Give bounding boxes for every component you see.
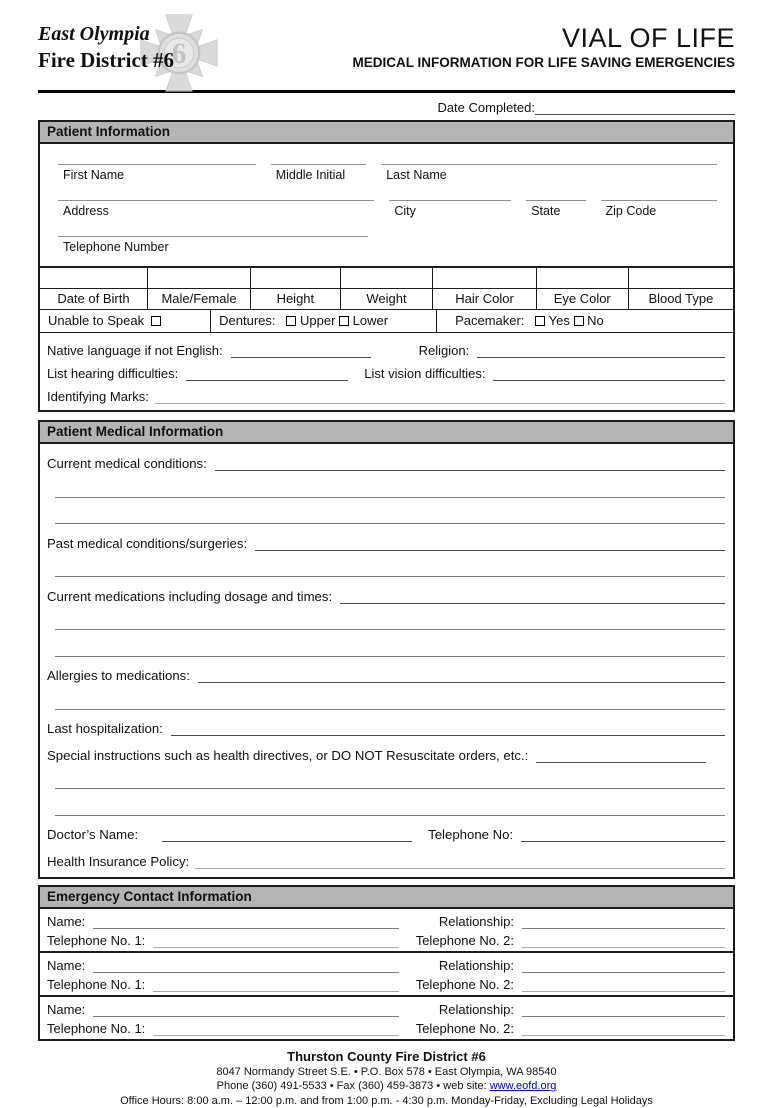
ruled-line xyxy=(55,645,725,657)
current-conditions-label: Current medical conditions: xyxy=(47,456,207,471)
address-field xyxy=(58,190,374,218)
religion-label: Religion: xyxy=(419,343,470,358)
contact-name-label: Name: xyxy=(47,914,85,929)
state-field xyxy=(526,190,585,218)
telephone-line xyxy=(58,226,368,237)
contact-name-line xyxy=(93,917,399,929)
special-instructions-line xyxy=(536,751,706,763)
current-conditions-row xyxy=(47,445,725,472)
emergency-contact-2 xyxy=(40,953,733,997)
contact-phone2-line xyxy=(522,980,725,992)
weight-value-cell xyxy=(340,267,433,288)
contact-phone1-label: Telephone No. 1: xyxy=(47,933,145,948)
hearing-difficulties-line xyxy=(186,369,348,381)
allergies-line xyxy=(198,671,725,683)
eye-color-value-cell xyxy=(536,267,628,288)
pacemaker-no-checkbox xyxy=(574,316,584,326)
contact-relationship-line xyxy=(522,1005,725,1017)
vision-difficulties-line xyxy=(493,369,725,381)
contact-phones-row xyxy=(47,973,725,992)
pacemaker-no-label: No xyxy=(587,313,604,328)
ruled-line-row xyxy=(47,630,725,657)
doctor-name-label: Doctor’s Name: xyxy=(47,827,138,842)
height-header: Height xyxy=(251,288,340,309)
insurance-line xyxy=(195,857,725,869)
footer-phone-line xyxy=(38,1079,735,1094)
first-name-line xyxy=(58,154,256,165)
ruled-line-row xyxy=(47,604,725,631)
contact-phone1-line xyxy=(153,936,399,948)
patient-extra-rows xyxy=(40,333,733,410)
contact-phones-row xyxy=(47,1017,725,1036)
dentures-cell xyxy=(211,310,437,332)
pacemaker-yes-checkbox xyxy=(535,316,545,326)
ruled-line xyxy=(55,698,725,710)
ruled-line xyxy=(55,486,725,498)
contact-name-line xyxy=(93,961,399,973)
zip-label: Zip Code xyxy=(601,201,717,218)
contact-name-label: Name: xyxy=(47,958,85,973)
website-link[interactable]: www.eofd.org xyxy=(490,1080,557,1092)
last-name-line xyxy=(381,154,717,165)
first-name-field xyxy=(58,154,256,182)
address-label: Address xyxy=(58,201,374,218)
contact-phone2-label: Telephone No. 2: xyxy=(416,933,514,948)
contact-relationship-label: Relationship: xyxy=(439,914,514,929)
address-line xyxy=(58,190,374,201)
contact-phone2-label: Telephone No. 2: xyxy=(416,977,514,992)
contact-phone1-label: Telephone No. 1: xyxy=(47,1021,145,1036)
medications-line xyxy=(340,592,725,604)
identifying-marks-row xyxy=(47,381,725,404)
middle-initial-field xyxy=(271,154,367,182)
ruled-line-row xyxy=(47,763,725,790)
ruled-line-row xyxy=(47,471,725,498)
form-footer xyxy=(38,1048,735,1108)
dentures-lower-checkbox xyxy=(339,316,349,326)
contact-phones-row xyxy=(47,929,725,948)
allergies-label: Allergies to medications: xyxy=(47,668,190,683)
ruled-line-row xyxy=(47,551,725,578)
contact-phone1-line xyxy=(153,1024,399,1036)
eye-color-header: Eye Color xyxy=(536,288,628,309)
native-language-label: Native language if not English: xyxy=(47,343,223,358)
zip-line xyxy=(601,190,717,201)
date-completed-row xyxy=(38,96,735,115)
ruled-line-row xyxy=(47,498,725,525)
special-instructions-label: Special instructions such as health directives, or DO NOT Resuscitate orders, etc.: xyxy=(47,748,528,763)
contact-phone1-label: Telephone No. 1: xyxy=(47,977,145,992)
state-label: State xyxy=(526,201,585,218)
doctor-name-line xyxy=(162,830,412,842)
date-completed-line xyxy=(535,103,735,115)
city-line xyxy=(389,190,511,201)
emergency-contact-1 xyxy=(40,909,733,953)
pacemaker-cell xyxy=(437,310,733,332)
hair-color-value-cell xyxy=(433,267,536,288)
medications-row xyxy=(47,577,725,604)
ruled-line-row xyxy=(47,789,725,816)
footer-phone-fax: Phone (360) 491-5533 • Fax (360) 459-3873 • web site: xyxy=(217,1080,490,1092)
medical-rows xyxy=(40,444,733,877)
hospitalization-label: Last hospitalization: xyxy=(47,721,163,736)
unable-to-speak-label: Unable to Speak xyxy=(48,313,144,328)
native-language-row xyxy=(47,335,725,358)
org-name-line1: East Olympia xyxy=(38,23,174,46)
org-identity xyxy=(38,16,174,73)
contact-phone2-line xyxy=(522,1024,725,1036)
contact-phone2-line xyxy=(522,936,725,948)
hospitalization-line xyxy=(171,724,725,736)
sex-value-cell xyxy=(147,267,250,288)
medications-label: Current medications including dosage and times: xyxy=(47,589,332,604)
footer-office-hours: Office Hours: 8:00 a.m. – 12:00 p.m. and from 1:00 p.m. - 4:30 p.m. Monday-Friday, Excluding Legal Holidays xyxy=(38,1094,735,1108)
contact-name-row xyxy=(47,998,725,1017)
phone-field-row xyxy=(58,226,717,254)
last-name-field xyxy=(381,154,717,182)
ruled-line xyxy=(55,565,725,577)
date-completed-label: Date Completed: xyxy=(437,100,535,115)
city-field xyxy=(389,190,511,218)
last-name-label: Last Name xyxy=(381,165,717,182)
patient-name-address-fields xyxy=(40,144,733,266)
sex-header: Male/Female xyxy=(147,288,250,309)
insurance-row xyxy=(47,842,725,869)
telephone-label: Telephone Number xyxy=(58,237,368,254)
identifying-marks-line xyxy=(155,392,725,404)
page-subtitle: MEDICAL INFORMATION FOR LIFE SAVING EMERGENCIES xyxy=(352,55,735,70)
past-conditions-line xyxy=(255,539,725,551)
contact-phone1-line xyxy=(153,980,399,992)
hospitalization-row xyxy=(47,710,725,737)
allergies-row xyxy=(47,657,725,684)
dentures-upper-label: Upper xyxy=(300,313,335,328)
form-title-block xyxy=(352,16,735,70)
identifying-marks-label: Identifying Marks: xyxy=(47,389,149,404)
section-emergency-contact-information xyxy=(38,885,735,1041)
contact-phone2-label: Telephone No. 2: xyxy=(416,1021,514,1036)
weight-header: Weight xyxy=(340,288,433,309)
vision-difficulties-label: List vision difficulties: xyxy=(364,366,485,381)
ruled-line xyxy=(55,618,725,630)
dentures-upper-checkbox xyxy=(286,316,296,326)
dob-value-cell xyxy=(40,267,147,288)
ruled-line xyxy=(55,804,725,816)
height-value-cell xyxy=(251,267,340,288)
ruled-line xyxy=(55,512,725,524)
ruled-line-row xyxy=(47,683,725,710)
middle-initial-line xyxy=(271,154,367,165)
past-conditions-row xyxy=(47,524,725,551)
past-conditions-label: Past medical conditions/surgeries: xyxy=(47,536,247,551)
hearing-vision-row xyxy=(47,358,725,381)
contact-relationship-label: Relationship: xyxy=(439,958,514,973)
city-label: City xyxy=(389,201,511,218)
unable-to-speak-checkbox xyxy=(151,316,161,326)
blood-type-header: Blood Type xyxy=(628,288,733,309)
zip-field xyxy=(601,190,717,218)
address-fields-row xyxy=(58,190,717,218)
hearing-difficulties-label: List hearing difficulties: xyxy=(47,366,178,381)
dentures-label: Dentures: xyxy=(219,313,275,328)
middle-initial-label: Middle Initial xyxy=(271,165,367,182)
contact-relationship-line xyxy=(522,961,725,973)
emergency-contact-3 xyxy=(40,997,733,1039)
telephone-field xyxy=(58,226,368,254)
contact-name-line xyxy=(93,1005,399,1017)
checkbox-row xyxy=(40,310,733,333)
footer-address: 8047 Normandy Street S.E. • P.O. Box 578 • East Olympia, WA 98540 xyxy=(38,1065,735,1080)
page-title: VIAL OF LIFE xyxy=(352,24,735,52)
form-header xyxy=(38,16,735,86)
first-name-label: First Name xyxy=(58,165,256,182)
insurance-label: Health Insurance Policy: xyxy=(47,854,189,869)
contact-relationship-label: Relationship: xyxy=(439,1002,514,1017)
vitals-table xyxy=(40,266,733,310)
doctor-row xyxy=(47,816,725,843)
svg-text:6: 6 xyxy=(172,38,187,70)
doctor-telephone-line xyxy=(521,830,725,842)
section-patient-information xyxy=(38,120,735,412)
dentures-lower-label: Lower xyxy=(353,313,388,328)
contact-name-row xyxy=(47,910,725,929)
pacemaker-label: Pacemaker: xyxy=(455,313,524,328)
current-conditions-line xyxy=(215,459,725,471)
vitals-label-row xyxy=(40,288,733,309)
doctor-telephone-label: Telephone No: xyxy=(428,827,513,842)
ruled-line xyxy=(55,777,725,789)
org-name-line2: Fire District #6 xyxy=(38,48,174,73)
emergency-contact-header: Emergency Contact Information xyxy=(40,887,733,909)
patient-information-header: Patient Information xyxy=(40,122,733,144)
dob-header: Date of Birth xyxy=(40,288,147,309)
native-language-line xyxy=(231,346,371,358)
section-patient-medical-information xyxy=(38,420,735,879)
unable-to-speak-cell xyxy=(40,310,211,332)
contact-relationship-line xyxy=(522,917,725,929)
footer-org-name: Thurston County Fire District #6 xyxy=(38,1048,735,1065)
pacemaker-yes-label: Yes xyxy=(549,313,570,328)
hair-color-header: Hair Color xyxy=(433,288,536,309)
name-fields-row xyxy=(58,154,717,182)
vitals-blank-row xyxy=(40,267,733,288)
contact-name-row xyxy=(47,954,725,973)
blood-type-value-cell xyxy=(628,267,733,288)
contact-name-label: Name: xyxy=(47,1002,85,1017)
patient-medical-information-header: Patient Medical Information xyxy=(40,422,733,444)
special-instructions-row xyxy=(47,736,725,763)
state-line xyxy=(526,190,585,201)
religion-line xyxy=(477,346,725,358)
